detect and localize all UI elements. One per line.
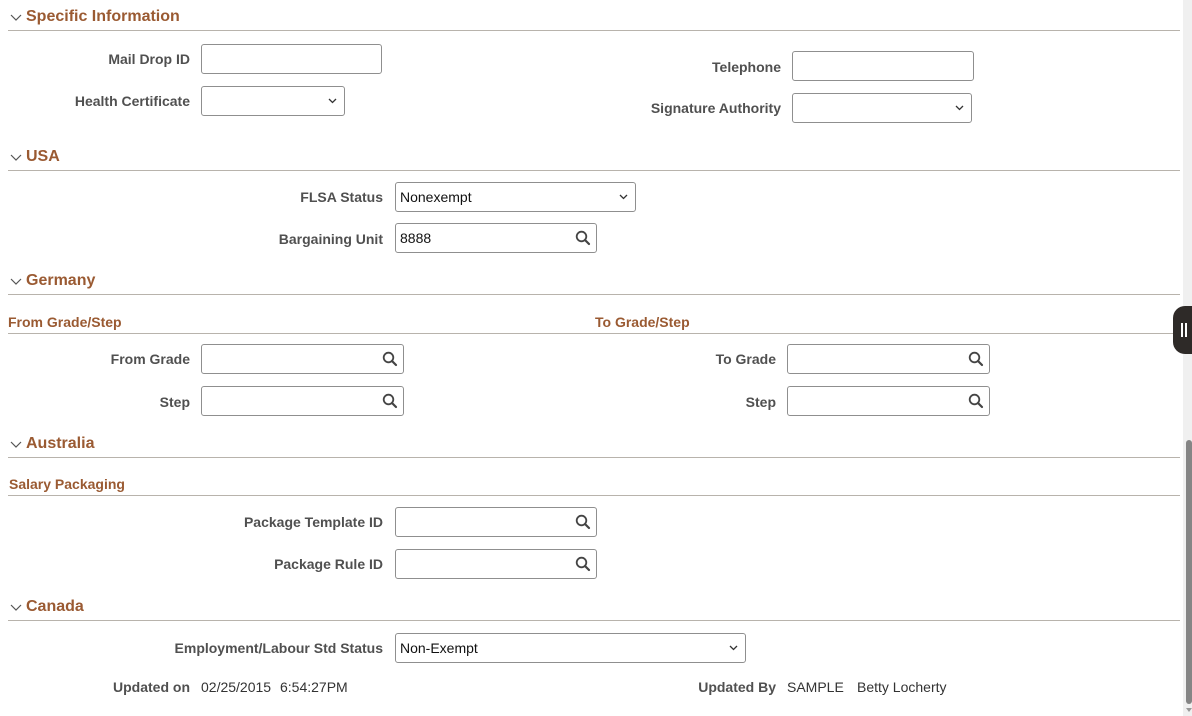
subsection-title: From Grade/Step	[8, 314, 122, 330]
health-certificate-select[interactable]	[201, 86, 345, 116]
package-rule-id-label: Package Rule ID	[274, 556, 383, 572]
section-header-canada[interactable]	[8, 598, 1180, 621]
telephone-label: Telephone	[712, 59, 781, 75]
bargaining-unit-input[interactable]	[395, 223, 597, 253]
drag-handle-icon	[1181, 323, 1183, 337]
mail-drop-id-input[interactable]	[201, 44, 382, 74]
drag-handle-icon	[1185, 323, 1187, 337]
from-grade-label: From Grade	[110, 351, 190, 367]
caret-down-icon	[729, 645, 738, 651]
package-template-id-label: Package Template ID	[243, 514, 383, 530]
section-header-usa[interactable]	[8, 148, 1180, 171]
caret-down-icon	[955, 105, 964, 111]
chevron-down-icon[interactable]	[10, 153, 22, 163]
employment-labour-std-status-label: Employment/Labour Std Status	[174, 640, 383, 656]
search-icon[interactable]	[968, 393, 984, 409]
chevron-down-icon[interactable]	[10, 13, 22, 23]
caret-down-icon	[328, 98, 337, 104]
chevron-down-icon[interactable]	[10, 440, 22, 450]
field-value: Non-Exempt	[400, 640, 478, 656]
search-icon[interactable]	[575, 556, 591, 572]
section-title: Specific Information	[26, 8, 180, 25]
chevron-down-icon[interactable]	[10, 277, 22, 287]
search-icon[interactable]	[575, 514, 591, 530]
to-step-label: Step	[745, 394, 776, 410]
section-header-specific-information[interactable]	[8, 8, 1180, 31]
from-step-input[interactable]	[201, 386, 404, 416]
search-icon[interactable]	[575, 230, 591, 246]
caret-down-icon	[619, 194, 628, 200]
updated-on-time: 6:54:27PM	[280, 679, 348, 695]
scrollbar-thumb[interactable]	[1186, 440, 1192, 704]
employment-labour-std-status-select[interactable]	[395, 633, 746, 663]
from-step-label: Step	[159, 394, 190, 410]
health-certificate-label: Health Certificate	[74, 93, 190, 109]
updated-by-userid: SAMPLE	[787, 679, 844, 695]
updated-on-label: Updated on	[113, 679, 190, 695]
updated-on-date: 02/25/2015	[201, 679, 272, 695]
field-value: Nonexempt	[400, 189, 472, 205]
search-icon[interactable]	[382, 351, 398, 367]
flsa-status-label: FLSA Status	[300, 189, 383, 205]
section-header-germany[interactable]	[8, 272, 1180, 295]
package-rule-id-input[interactable]	[395, 549, 597, 579]
signature-authority-label: Signature Authority	[650, 100, 781, 116]
scroll-down-arrow-icon[interactable]	[1186, 708, 1192, 712]
bargaining-unit-label: Bargaining Unit	[278, 231, 383, 247]
to-grade-label: To Grade	[715, 351, 776, 367]
section-title: Australia	[26, 435, 95, 452]
signature-authority-select[interactable]	[792, 93, 972, 123]
package-template-id-input[interactable]	[395, 507, 597, 537]
mail-drop-id-label: Mail Drop ID	[108, 51, 190, 67]
updated-by-label: Updated By	[698, 679, 776, 695]
search-icon[interactable]	[968, 351, 984, 367]
updated-by-name: Betty Locherty	[857, 679, 947, 695]
section-title: Germany	[26, 272, 96, 289]
section-title: USA	[26, 148, 60, 165]
from-grade-input[interactable]	[201, 344, 404, 374]
subsection-to-grade-step	[595, 313, 1180, 333]
subsection-salary-packaging	[8, 475, 1180, 496]
section-title: Canada	[26, 598, 84, 615]
flsa-status-select[interactable]	[395, 182, 636, 212]
field-value: 8888	[400, 230, 432, 246]
subsection-title: To Grade/Step	[595, 314, 690, 330]
search-icon[interactable]	[382, 393, 398, 409]
chevron-down-icon[interactable]	[10, 603, 22, 613]
telephone-input[interactable]	[792, 51, 974, 81]
subsection-title: Salary Packaging	[9, 476, 125, 492]
side-panel-drag-handle[interactable]	[1173, 306, 1192, 354]
section-header-australia[interactable]	[8, 435, 1180, 458]
to-grade-input[interactable]	[787, 344, 990, 374]
to-step-input[interactable]	[787, 386, 990, 416]
